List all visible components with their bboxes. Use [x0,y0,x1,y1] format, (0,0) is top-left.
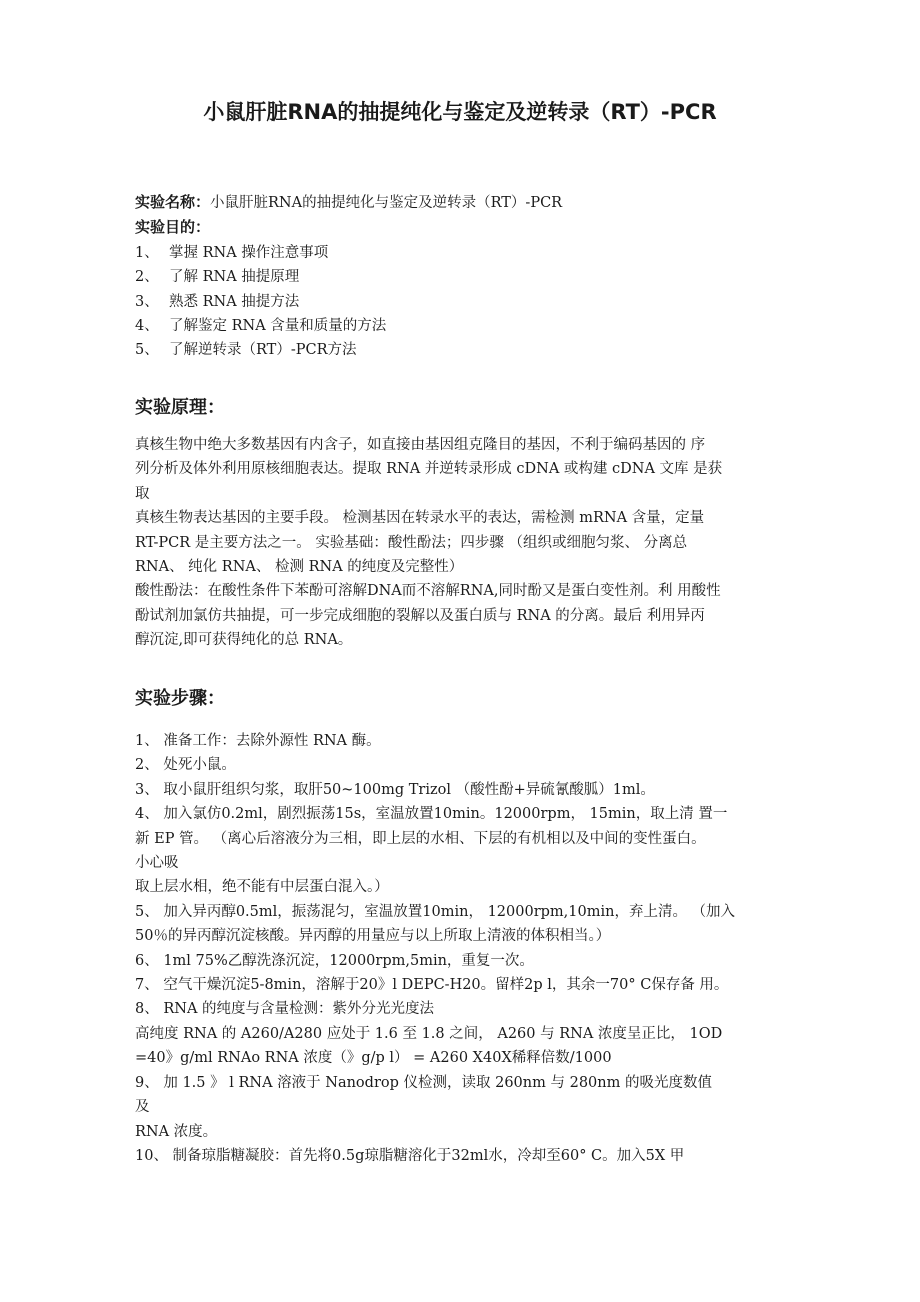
text-line: 9、 加 1.5 》 l RNA 溶液于 Nanodrop 仪检测，读取 260nm 与 280nm 的吸光度数值 [135,1074,712,1091]
text-line: 8、 RNA 的纯度与含量检测：紫外分光光度法 [135,1001,435,1018]
text-line: RNA 浓度。 [135,1123,218,1140]
text-line: 取上层水相，绝不能有中层蛋白混入。） [135,879,389,896]
purpose-list [135,241,795,363]
text-line: 7、 空气干燥沉淀5-8min，溶解于20》l DEPC-H20。留样2p l，其余一70° C保存备 用。 [135,977,729,994]
text-line: =40》g/ml RNAo RNA 浓度（》g/p l） = A260 X40X稀释倍数/1000 [135,1050,612,1067]
text-line: 5、 加入异丙醇0.5ml，振荡混匀，室温放置10min， 12000rpm,10min，弃上清。 （加入 [135,903,736,920]
experiment-purpose-label: 实验目的： [135,218,211,237]
text-line: 新 EP 管。 （离心后溶液分为三相，即上层的水相、下层的有机相以及中间的变性蛋白。 [135,830,706,847]
list-item: 4、 了解鉴定 RNA 含量和质量的方法 [135,318,387,335]
text-line: 小心吸 [135,855,179,872]
document-title: 小鼠肝脏RNA的抽提纯化与鉴定及逆转录（RT）-PCR [203,100,717,124]
text-line: 10、 制备琼脂糖凝胶：首先将0.5g琼脂糖溶化于32ml水，冷却至60° C。加入5X 甲 [135,1147,685,1164]
text-line: 6、 1ml 75%乙醇洗涤沉淀，12000rpm,5min，重复一次。 [135,952,534,969]
principle-body [135,433,795,653]
text-line: 酸性酚法：在酸性条件下苯酚可溶解DNA而不溶解RNA,同时酚又是蛋白变性剂。利 用酸性 [135,583,721,600]
text-line: 酚试剂加氯仿共抽提，可一步完成细胞的裂解以及蛋白质与 RNA 的分离。最后 利用异丙 [135,607,705,624]
text-line: 4、 加入氯仿0.2ml，剧烈振荡15s，室温放置10min。12000rpm， 15min，取上清 置一 [135,806,728,823]
text-line: 列分析及体外利用原核细胞表达。提取 RNA 并逆转录形成 cDNA 或构建 cDNA 文库 是获 [135,461,723,478]
text-line: 醇沉淀,即可获得纯化的总 RNA。 [135,632,353,649]
text-line: 真核生物中绝大多数基因有内含子，如直接由基因组克隆目的基因，不利于编码基因的 序 [135,437,706,453]
text-line: 1、 准备工作：去除外源性 RNA 酶。 [135,733,381,749]
text-line: 取 [135,485,150,502]
experiment-purpose-row [135,215,795,240]
experiment-name-value: 小鼠肝脏RNA的抽提纯化与鉴定及逆转录（RT）-PCR [210,195,563,211]
text-line: 真核生物表达基因的主要手段。 检测基因在转录水平的表达，需检测 mRNA 含量，定量 [135,510,705,527]
list-item: 1、 掌握 RNA 操作注意事项 [135,244,329,261]
experiment-name-row [135,190,795,215]
experiment-name-label: 实验名称： [135,193,211,211]
steps-heading: 实验步骤： [135,688,225,709]
text-line: 3、 取小鼠肝组织匀浆，取肝50~100mg Trizol （酸性酚+异硫氰酸胍）1ml。 [135,781,655,798]
experiment-info [135,190,795,363]
list-item: 2、 了解 RNA 抽提原理 [135,269,300,286]
text-line: 高纯度 RNA 的 A260/A280 应处于 1.6 至 1.8 之间， A260 与 RNA 浓度呈正比， 1OD [135,1025,723,1042]
text-line: 50％的异丙醇沉淀核酸。异丙醇的用量应与以上所取上清液的体积相当。） [135,928,611,945]
text-line: 2、 处死小鼠。 [135,757,236,774]
steps-body [135,729,795,1168]
text-line: 及 [135,1099,150,1116]
list-item: 3、 熟悉 RNA 抽提方法 [135,293,300,310]
principle-heading: 实验原理： [135,397,225,418]
text-line: RT-PCR 是主要方法之一。 实验基础：酸性酚法；四步骤 （组织或细胞匀浆、 分离总 [135,534,688,551]
list-item: 5、 了解逆转录（RT）-PCR方法 [135,342,357,359]
text-line: RNA、 纯化 RNA、 检测 RNA 的纯度及完整性） [135,559,464,576]
